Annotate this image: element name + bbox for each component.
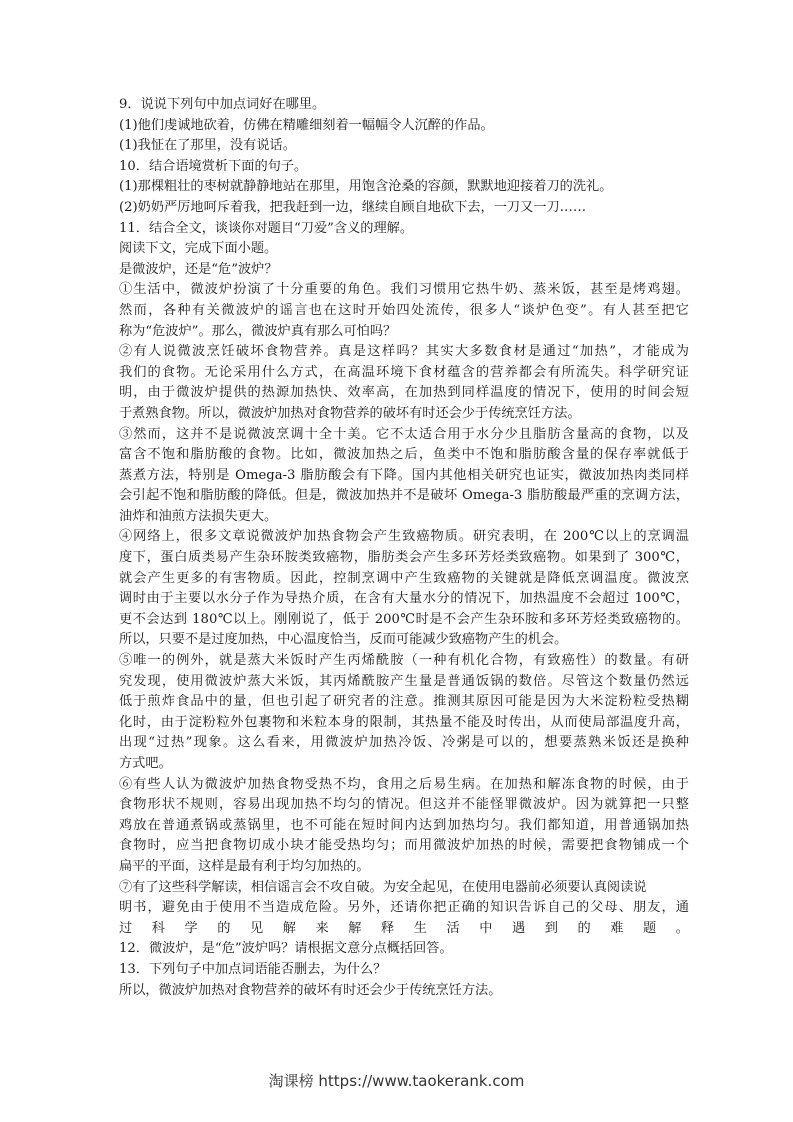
text-line: 低于煎炸食品中的量，但也引起了研究者的注意。推测其原因可能是因为大米淀粉粒受热糊	[119, 694, 689, 710]
text-line: 我们的食物。无论采用什么方式，在高温环境下食材蕴含的营养都会有所流失。科学研究证	[119, 364, 689, 380]
text-line: 鸡放在普通煮锅或蒸锅里，也不可能在短时间内达到加热均匀。我们都知道，用普通锅加热	[119, 817, 689, 833]
text-line: 扁平的平面，这样是最有利于均匀加热的。	[119, 858, 370, 874]
text-line: ④网络上，很多文章说微波炉加热食物会产生致癌物质。研究表明，在 200℃以上的烹调温	[119, 529, 689, 545]
text-line: 于煮熟食物。所以，微波炉加热对食物营养的破坏有时还会少于传统烹饪方法。	[119, 405, 581, 421]
text-line: 调时由于主要以水分子作为导热介质，在含有大量水分的情况下，加热温度不会超过 100℃，	[119, 591, 689, 607]
text-line: ⑥有些人认为微波炉加热食物受热不均，食用之后易生病。在加热和解冻食物的时候，由于	[119, 776, 689, 792]
text-line: 油炸和油煎方法损失更大。	[119, 508, 278, 524]
text-line: 出现“过热”现象。这么看来，用微波炉加热冷饭、冷粥是可以的，想要蒸熟米饭还是换种	[119, 735, 689, 751]
footer-watermark: 淘课榜 https://www.taokerank.com	[268, 1072, 525, 1090]
text-line: 9．说说下列句中加点词好在哪里。	[119, 97, 326, 112]
text-line: 明，由于微波炉提供的热源加热快、效率高，在加热到同样温度的情况下，使用的时间会短	[119, 385, 689, 401]
text-line: (1)我怔在了那里，没有说话。	[119, 138, 296, 154]
text-line: 究发现，使用微波炉蒸大米饭，其丙烯酰胺产生量是普通饭锅的数倍。尽管这个数量仍然远	[119, 673, 689, 689]
text-line: 称为“危波炉”。那么，微波炉真有那么可怕吗？	[119, 323, 397, 339]
text-line: ①生活中，微波炉扮演了十分重要的角色。我们习惯用它热牛奶、蒸米饭，甚至是烤鸡翅。	[119, 282, 689, 298]
document-body	[119, 95, 689, 1001]
text-line: 方式吧。	[119, 756, 172, 771]
text-line: 会引起不饱和脂肪酸的降低。但是，微波加热并不是破坏 Omega-3 脂肪酸最严重的烹调方法，	[119, 488, 689, 504]
text-line: 化时，由于淀粉粒外包裹物和米粒本身的限制，其热量不能及时传出，从而使局部温度升高，	[119, 714, 689, 730]
text-line: ②有人说微波烹饪破坏食物营养。真是这样吗？其实大多数食材是通过“加热”，才能成为	[119, 344, 689, 360]
text-line: ⑤唯一的例外，就是蒸大米饭时产生丙烯酰胺（一种有机化合物，有致癌性）的数量。有研	[119, 653, 689, 669]
text-line: (1)他们虔诚地砍着，仿佛在精雕细刻着一幅幅令人沉醉的作品。	[119, 117, 494, 133]
text-line: ⑦有了这些科学解读，相信谣言会不攻自破。为安全起见，在使用电器前必须要认真阅读说	[119, 879, 647, 895]
text-line: 食物时，应当把食物切成小块才能受热均匀；而用微波炉加热的时候，需要把食物铺成一个	[119, 838, 689, 854]
text-line: 是微波炉，还是“危”波炉？	[119, 261, 278, 277]
text-line: 富含不饱和脂肪酸的食物。比如，微波加热之后，鱼类中不饱和脂肪酸含量的保存率就低于	[119, 447, 689, 463]
text-line: 11．结合全文，谈谈你对题目“刀爱”含义的理解。	[119, 220, 414, 236]
text-line: 12．微波炉，是“危”波炉吗？请根据文意分点概括回答。	[119, 941, 453, 957]
text-line: 13．下列句子中加点词语能否删去，为什么？	[119, 961, 387, 977]
text-line: 然而，各种有关微波炉的谣言也在这时开始四处流传，很多人“谈炉色变”。有人甚至把它	[119, 302, 689, 318]
text-line: 蒸煮方法，特别是 Omega-3 脂肪酸会有下降。国内其他相关研究也证实，微波加热肉类同样	[119, 467, 689, 483]
text-line: 过科学的见解来解释生活中遇到的难题。	[119, 920, 689, 936]
text-line: (1)那棵粗壮的枣树就静静地站在那里，用饱含沧桑的容颜，默默地迎接着刀的洗礼。	[119, 179, 613, 195]
text-line: 度下，蛋白质类易产生杂环胺类致癌物，脂肪类会产生多环芳烃类致癌物。如果到了 300℃，	[119, 550, 689, 566]
text-line: 明书，避免由于使用不当造成危险。另外，还请你把正确的知识告诉自己的父母、朋友，通	[119, 900, 689, 916]
text-line: (2)奶奶严厉地呵斥着我，把我赶到一边，继续自顾自地砍下去，一刀又一刀……	[119, 199, 587, 215]
text-line: 更不会达到 180℃以上。刚刚说了，低于 200℃时是不会产生杂环胺和多环芳烃类致癌物的。	[119, 611, 689, 627]
text-line: 所以，只要不是过度加热，中心温度恰当，反而可能减少致癌物产生的机会。	[119, 632, 568, 648]
text-line: ③然而，这并不是说微波烹调十全十美。它不太适合用于水分少且脂肪含量高的食物，以及	[119, 426, 689, 442]
text-line: 就会产生更多的有害物质。因此，控制烹调中产生致癌物的关键就是降低烹调温度。微波烹	[119, 570, 689, 586]
text-line: 食物形状不规则，容易出现加热不均匀的情况。但这并不能怪罪微波炉。因为就算把一只整	[119, 797, 689, 813]
text-line: 所以，微波炉加热对食物营养的破坏有时还会少于传统烹饪方法。	[119, 982, 502, 998]
text-line: 10．结合语境赏析下面的句子。	[119, 158, 308, 174]
text-line: 阅读下文，完成下面小题。	[119, 241, 278, 257]
